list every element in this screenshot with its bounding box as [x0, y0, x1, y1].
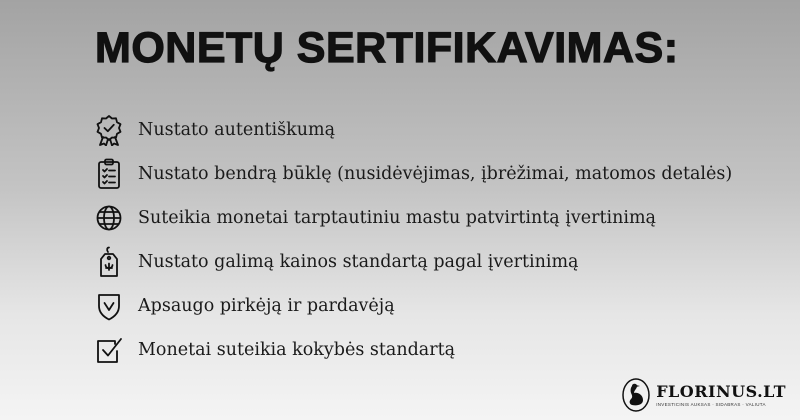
benefits-list	[95, 112, 732, 376]
page-title: MONETŲ SERTIFIKAVIMAS:	[95, 24, 679, 72]
clipboard-checklist-icon	[95, 158, 123, 190]
item-text: Suteikia monetai tarptautiniu mastu patvirtintą įvertinimą	[138, 208, 656, 228]
list-item	[95, 156, 732, 192]
brand-tagline: INVESTICINIS AUKSAS · SIDABRAS · VALIUTA	[656, 401, 766, 407]
brand-name: FLORINUS.LT	[656, 381, 786, 401]
brand-logo	[622, 378, 786, 412]
shield-icon	[95, 290, 123, 322]
item-text: Nustato autentiškumą	[138, 120, 336, 140]
duck-logo-icon	[622, 378, 650, 412]
item-text: Monetai suteikia kokybės standartą	[138, 340, 456, 360]
list-item	[95, 244, 732, 280]
list-item	[95, 332, 732, 368]
globe-icon	[95, 202, 123, 234]
item-text: Nustato galimą kainos standartą pagal įvertinimą	[138, 252, 579, 272]
item-text: Apsaugo pirkėją ir pardavėją	[138, 296, 395, 316]
price-tag-icon	[95, 246, 123, 278]
item-text: Nustato bendrą būklę (nusidėvėjimas, įbrėžimai, matomos detalės)	[138, 164, 733, 184]
list-item	[95, 200, 732, 236]
checkbox-icon	[95, 334, 123, 366]
list-item	[95, 112, 732, 148]
list-item	[95, 288, 732, 324]
award-ribbon-icon	[95, 114, 123, 146]
